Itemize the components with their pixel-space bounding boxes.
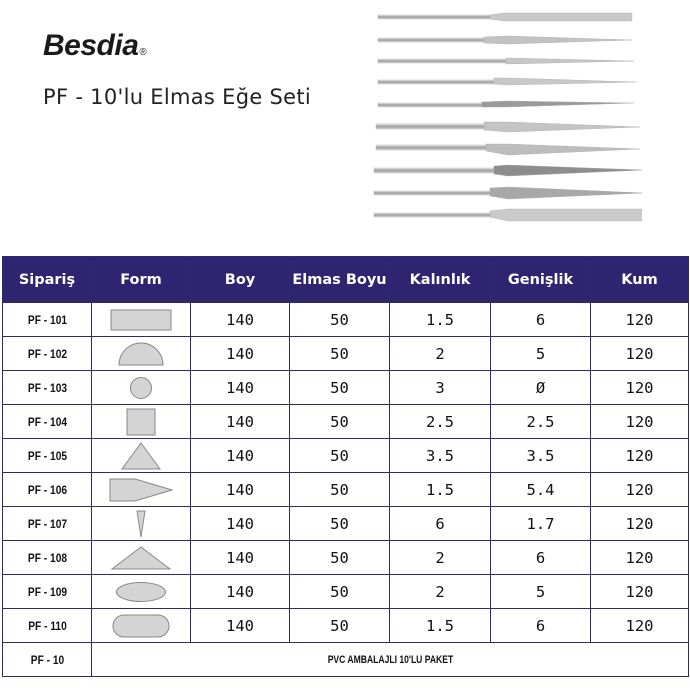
genislik-cell: 6 [491,303,591,337]
order-code: PF - 107 [9,507,85,541]
genislik-cell: 6 [491,541,591,575]
form-cell [92,609,191,643]
kum-cell: 120 [591,439,689,473]
form-cell [92,439,191,473]
table-header-row [3,257,689,303]
kum-cell: 120 [591,303,689,337]
form-cell [92,405,191,439]
kalinlik-cell: 1.5 [390,609,491,643]
boy-cell: 140 [191,507,290,541]
brand-name: Besdia [43,29,139,62]
kum-cell: 120 [591,405,689,439]
rectangle-shape-icon [110,309,172,331]
boy-cell: 140 [191,405,290,439]
order-code: PF - 105 [9,439,85,473]
form-cell [92,541,191,575]
header-kalinlik: Kalınlık [390,257,491,303]
header-kum: Kum [591,257,689,303]
order-code: PF - 108 [9,541,85,575]
genislik-cell: 6 [491,609,591,643]
kalinlik-cell: 2 [390,337,491,371]
package-note-text: PVC AMBALAJLI 10'LU PAKET [327,653,453,666]
form-cell [92,371,191,405]
kalinlik-cell: 1.5 [390,473,491,507]
header-elmas-boyu: Elmas Boyu [290,257,390,303]
genislik-cell: 5 [491,575,591,609]
needle-files-image [372,12,642,232]
kalinlik-cell: 6 [390,507,491,541]
elmas-boyu-cell: 50 [290,507,390,541]
header-genislik: Genişlik [491,257,591,303]
genislik-cell: Ø [491,371,591,405]
order-code: PF - 109 [9,575,85,609]
boy-cell: 140 [191,439,290,473]
oval-shape-icon [115,581,167,603]
kum-cell: 120 [591,609,689,643]
boy-cell: 140 [191,609,290,643]
table-row [3,541,689,575]
kalinlik-cell: 2.5 [390,405,491,439]
kum-cell: 120 [591,337,689,371]
kalinlik-cell: 3 [390,371,491,405]
kum-cell: 120 [591,575,689,609]
kalinlik-cell: 1.5 [390,303,491,337]
elmas-boyu-cell: 50 [290,371,390,405]
kalinlik-cell: 2 [390,575,491,609]
kalinlik-cell: 2 [390,541,491,575]
flat-triangle-shape-icon [111,546,171,570]
elmas-boyu-cell: 50 [290,575,390,609]
form-cell [92,507,191,541]
kum-cell: 120 [591,371,689,405]
table-row [3,371,689,405]
form-cell [92,473,191,507]
brand-logo [43,29,146,63]
elmas-boyu-cell: 50 [290,473,390,507]
table-row [3,405,689,439]
genislik-cell: 5.4 [491,473,591,507]
genislik-cell: 1.7 [491,507,591,541]
rounded-rect-shape-icon [112,614,170,638]
table-row [3,473,689,507]
order-code: PF - 101 [9,303,85,337]
order-code: PF - 110 [9,609,85,643]
order-code: PF - 104 [9,405,85,439]
registered-mark: ® [139,47,147,58]
elmas-boyu-cell: 50 [290,609,390,643]
table-row [3,507,689,541]
order-code: PF - 103 [9,371,85,405]
genislik-cell: 5 [491,337,591,371]
form-cell [92,303,191,337]
kum-cell: 120 [591,473,689,507]
boy-cell: 140 [191,541,290,575]
header-form: Form [92,257,191,303]
elmas-boyu-cell: 50 [290,337,390,371]
header-boy: Boy [191,257,290,303]
needle-shape-icon [136,510,146,538]
square-shape-icon [126,408,156,436]
table-row [3,337,689,371]
table-row [3,609,689,643]
table-row [3,439,689,473]
form-cell [92,337,191,371]
elmas-boyu-cell: 50 [290,303,390,337]
elmas-boyu-cell: 50 [290,405,390,439]
table-row [3,575,689,609]
table-row [3,303,689,337]
package-note [92,643,689,677]
genislik-cell: 2.5 [491,405,591,439]
triangle-shape-icon [121,442,161,470]
elmas-boyu-cell: 50 [290,541,390,575]
genislik-cell: 3.5 [491,439,591,473]
page-title: PF - 10'lu Elmas Eğe Seti [43,85,312,109]
form-cell [92,575,191,609]
spec-table [2,256,689,677]
half-round-shape-icon [118,342,164,366]
kum-cell: 120 [591,507,689,541]
kalinlik-cell: 3.5 [390,439,491,473]
kum-cell: 120 [591,541,689,575]
boy-cell: 140 [191,303,290,337]
order-code: PF - 102 [9,337,85,371]
header-siparis: Sipariş [3,257,92,303]
boy-cell: 140 [191,337,290,371]
elmas-boyu-cell: 50 [290,439,390,473]
boy-cell: 140 [191,473,290,507]
round-shape-icon [129,376,153,400]
knife-shape-icon [109,478,173,502]
boy-cell: 140 [191,575,290,609]
boy-cell: 140 [191,371,290,405]
order-code: PF - 106 [9,473,85,507]
set-code: PF - 10 [9,643,85,677]
table-footer-row [3,643,689,677]
